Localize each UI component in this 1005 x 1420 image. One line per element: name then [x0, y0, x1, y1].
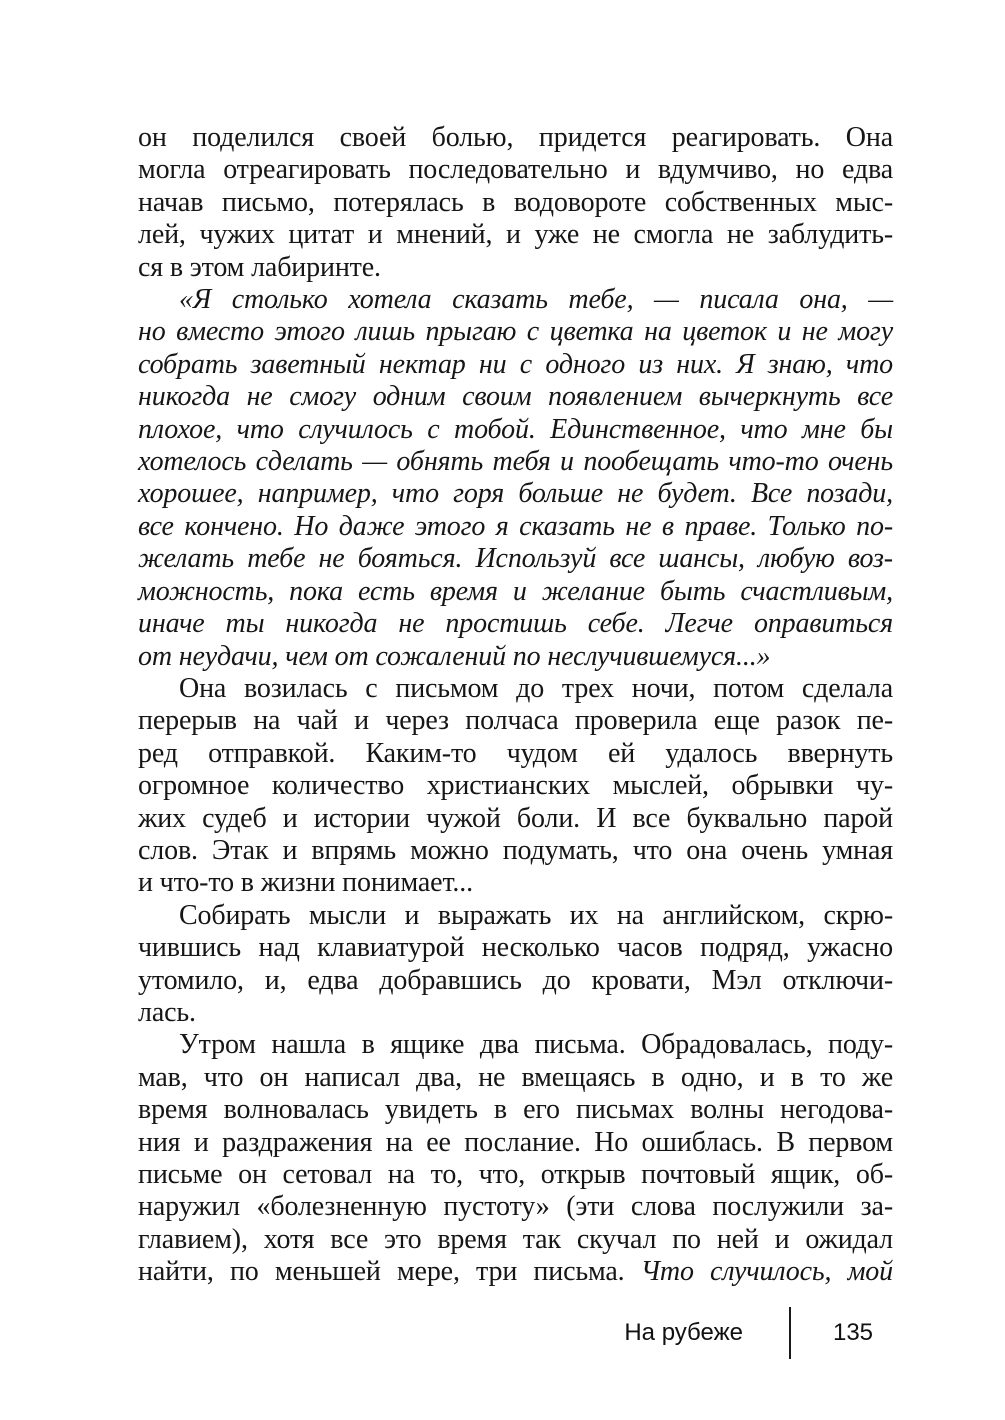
- text-line: он поделился своей болью, придется реагировать. Она: [138, 122, 893, 153]
- text-line: слов. Этак и впрямь можно подумать, что она очень умная: [138, 834, 893, 866]
- text-line: все кончено. Но даже этого я сказать не в праве. Только по-: [138, 510, 893, 542]
- text-line: перерыв на чай и через полчаса проверила еще разок пе-: [138, 705, 893, 737]
- text-line: можность, пока есть время и желание быть счастливым,: [138, 575, 893, 607]
- text-line: лей, чужих цитат и мнений, и уже не смогла не заблудить-: [138, 219, 893, 251]
- text-line: Она возилась с письмом до трех ночи, потом сделала: [179, 672, 893, 704]
- page-number: 135: [832, 1319, 874, 1346]
- text-line: начав письмо, потерялась в водовороте собственных мыс-: [138, 186, 893, 218]
- text-line: иначе ты никогда не простишь себе. Легче оправиться: [138, 608, 893, 640]
- text-line: Собирать мысли и выражать их на английском, скрю-: [179, 899, 893, 931]
- text-line: огромное количество христианских мыслей, обрывки чу-: [138, 770, 893, 802]
- text-line: и что-то в жизни понимает...: [138, 867, 473, 899]
- text-line: от неудачи, чем от сожалений по неслучившемуся...»: [138, 640, 771, 672]
- text-line: главием), хотя все это время так скучал по ней и ожидал: [138, 1223, 893, 1255]
- text-line: но вместо этого лишь прыгаю с цветка на цветок и не могу: [138, 316, 893, 348]
- text-line: могла отреагировать последовательно и вдумчиво, но едва: [138, 154, 893, 186]
- text-line: мав, что он написал два, не вмещаясь в одно, и в то же: [138, 1061, 893, 1093]
- text-line: время волновалась увидеть в его письмах волны негодова-: [138, 1094, 893, 1126]
- text-line: ред отправкой. Каким-то чудом ей удалось ввернуть: [138, 737, 893, 769]
- text-line: чившись над клавиатурой несколько часов подряд, ужасно: [138, 932, 893, 964]
- text-line: желать тебе не бояться. Используй все шансы, любую воз-: [138, 543, 893, 575]
- italic-phrase: Что случилось, мой: [640, 1256, 893, 1288]
- text-line: наружил «болезненную пустоту» (эти слова послужили за-: [138, 1191, 893, 1223]
- text-line: ся в этом лабиринте.: [138, 251, 381, 283]
- text-segment: найти, по меньшей мере, три письма.: [138, 1256, 641, 1288]
- text-line: плохое, что случилось с тобой. Единственное, что мне бы: [138, 413, 893, 445]
- text-line: ния и раздражения на ее послание. Но ошиблась. В первом: [138, 1126, 893, 1158]
- text-line: хорошее, например, что горя больше не будет. Все позади,: [138, 478, 893, 510]
- text-line: утомило, и, едва добравшись до кровати, Мэл отключи-: [138, 964, 893, 996]
- text-block: [138, 122, 893, 1289]
- text-line: Утром нашла в ящике два письма. Обрадовалась, поду-: [179, 1029, 893, 1061]
- text-line: никогда не смогу одним своим появлением вычеркнуть все: [138, 381, 893, 413]
- text-line: хотелось сделать — обнять тебя и пообещать что-то очень: [138, 446, 893, 478]
- running-title: На рубеже: [624, 1319, 743, 1346]
- text-line: [138, 1256, 893, 1288]
- text-line: письме он сетовал на то, что, открыв почтовый ящик, об-: [138, 1159, 893, 1190]
- text-line: собрать заветный нектар ни с одного из них. Я знаю, что: [138, 348, 893, 380]
- footer: [138, 1303, 893, 1363]
- text-line: «Я столько хотела сказать тебе, — писала она, —: [179, 284, 893, 316]
- text-line: жих судеб и истории чужой боли. И все буквально парой: [138, 802, 893, 834]
- text-line: лась.: [138, 996, 196, 1028]
